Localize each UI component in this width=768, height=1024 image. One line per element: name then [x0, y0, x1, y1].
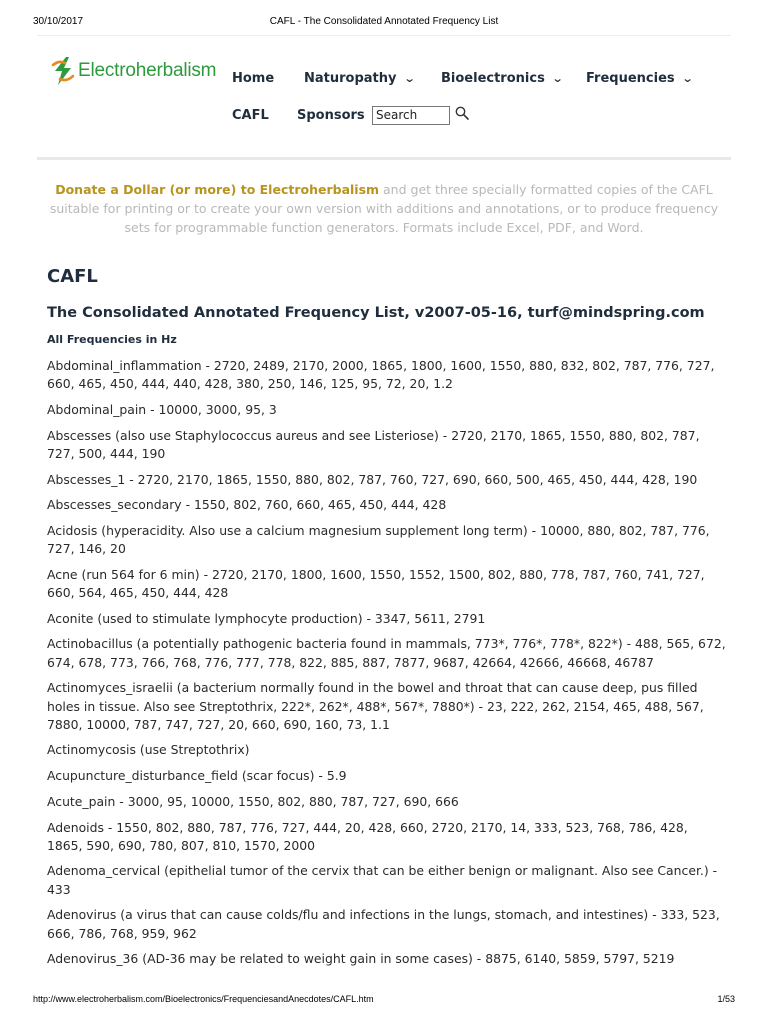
- chevron-down-icon: ⌄: [681, 72, 694, 85]
- nav-frequencies[interactable]: [586, 71, 692, 86]
- top-divider: [37, 35, 731, 36]
- page-subtitle: All Frequencies in Hz: [47, 333, 177, 346]
- nav-sponsors-label: Sponsors: [297, 108, 365, 123]
- logo-bolt-icon: [50, 56, 76, 86]
- nav-sponsors[interactable]: [297, 108, 365, 123]
- nav-home[interactable]: [232, 71, 274, 86]
- list-item: Adenovirus_36 (AD-36 may be related to weight gain in some cases) - 8875, 6140, 5859, 5797, 5219: [47, 951, 675, 967]
- page-heading: CAFL: [47, 266, 98, 287]
- nav-frequencies-label: Frequencies: [586, 71, 675, 86]
- page-title: The Consolidated Annotated Frequency List, v2007-05-16, turf@mindspring.com: [47, 305, 705, 321]
- nav-bioelectronics-label: Bioelectronics: [441, 71, 545, 86]
- list-item: Aconite (used to stimulate lymphocyte production) - 3347, 5611, 2791: [47, 610, 486, 626]
- print-header: [0, 16, 768, 30]
- list-item: Actinobacillus (a potentially pathogenic bacteria found in mammals, 773*, 776*, 778*, 822*) - 488, 565, 672, 674, 678, 773, 766, 768, 776, 777, 778, 822, 885, 887, 7877, 9687, 42664, 42666, 46668, 46787: [47, 636, 726, 670]
- logo-text: Electroherbalism: [78, 60, 217, 81]
- chevron-down-icon: ⌄: [551, 72, 564, 85]
- print-url: http://www.electroherbalism.com/Bioelectronics/FrequenciesandAnecdotes/CAFL.htm: [33, 994, 374, 1004]
- list-item: Adenovirus (a virus that can cause colds/flu and infections in the lungs, stomach, and intestines) - 333, 523, 666, 786, 768, 959, 962: [47, 907, 720, 941]
- nav-cafl[interactable]: [232, 108, 269, 123]
- nav-cafl-label: CAFL: [232, 108, 269, 123]
- list-item: Abscesses (also use Staphylococcus aureus and see Listeriose) - 2720, 2170, 1865, 1550, 880, 802, 787, 727, 500, 444, 190: [47, 427, 700, 461]
- list-item: Acidosis (hyperacidity. Also use a calcium magnesium supplement long term) - 10000, 880, 802, 787, 776, 727, 146, 20: [47, 522, 710, 557]
- header-divider: [37, 157, 731, 160]
- nav-home-label: Home: [232, 71, 275, 86]
- list-item: Abscesses_secondary - 1550, 802, 760, 660, 465, 450, 444, 428: [47, 497, 447, 513]
- nav-bioelectronics[interactable]: [441, 71, 562, 86]
- donate-text: and get three specially formatted copies of the CAFL suitable for printing or to create your own version with additions and annotations, or to produce frequency sets for programmable function generators. Formats include Excel, PDF, and Word.: [49, 182, 719, 235]
- donate-banner: [40, 180, 728, 237]
- search-input[interactable]: Search: [372, 106, 450, 125]
- print-date: 30/10/2017: [33, 16, 84, 27]
- site-logo[interactable]: [50, 54, 216, 88]
- list-item: Abdominal_inflammation - 2720, 2489, 2170, 2000, 1865, 1800, 1600, 1550, 880, 832, 802, 787, 776, 727, 660, 465, 450, 444, 440, 428, 380, 250, 146, 125, 95, 72, 20, 1.2: [47, 358, 715, 392]
- print-title: CAFL - The Consolidated Annotated Frequency List: [269, 16, 499, 27]
- list-item: Acute_pain - 3000, 95, 10000, 1550, 802, 880, 787, 727, 690, 666: [47, 793, 459, 809]
- print-footer: [0, 994, 768, 1008]
- nav-naturopathy[interactable]: [304, 71, 414, 86]
- list-item: Adenoma_cervical (epithelial tumor of the cervix that can be either benign or malignant. Also see Cancer.) - 433: [47, 863, 718, 897]
- print-page-number: 1/53: [717, 994, 735, 1004]
- chevron-down-icon: ⌄: [403, 72, 416, 85]
- list-item: Adenoids - 1550, 802, 880, 787, 776, 727, 444, 20, 428, 660, 2720, 2170, 14, 333, 523, 768, 786, 428, 1865, 590, 690, 780, 807, 810, 1570, 2000: [47, 819, 688, 853]
- list-item: Actinomycosis (use Streptothrix): [47, 742, 250, 758]
- nav-naturopathy-label: Naturopathy: [304, 71, 397, 86]
- search-icon[interactable]: [455, 106, 469, 120]
- list-item: Actinomyces_israelii (a bacterium normally found in the bowel and throat that can cause deep, pus filled holes in tissue. Also see Streptothrix, 222*, 262*, 488*, 567*, 7880*) - 23, 222, 262, 2154, 465, 488, 567, 7880, 10000, 787, 747, 727, 20, 660, 690, 160, 73, 1.1: [47, 680, 704, 732]
- list-item: Abscesses_1 - 2720, 2170, 1865, 1550, 880, 802, 787, 760, 727, 690, 660, 500, 465, 450, 444, 428, 190: [47, 471, 698, 487]
- donate-link[interactable]: Donate a Dollar (or more) to Electroherbalism: [55, 182, 380, 197]
- list-item: Acne (run 564 for 6 min) - 2720, 2170, 1800, 1600, 1550, 1552, 1500, 802, 880, 778, 787, 760, 741, 727, 660, 564, 465, 450, 444, 428: [47, 566, 705, 601]
- list-item: Acupuncture_disturbance_field (scar focus) - 5.9: [47, 768, 347, 784]
- frequency-list: [47, 357, 727, 976]
- list-item: Abdominal_pain - 10000, 3000, 95, 3: [47, 401, 277, 417]
